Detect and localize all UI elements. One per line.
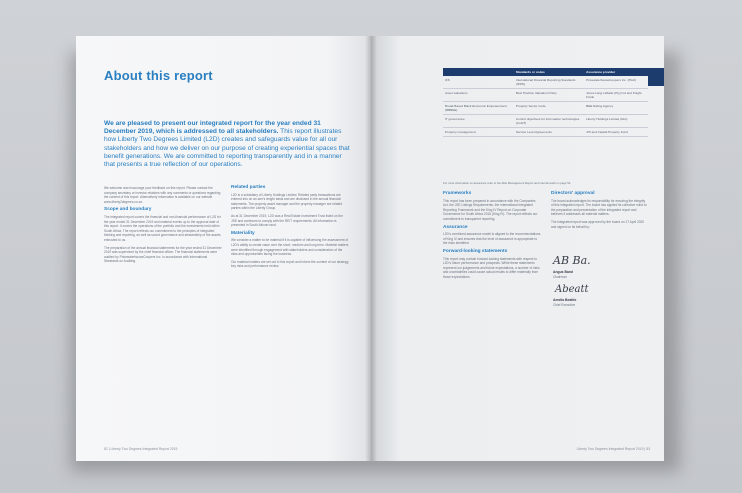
table-cell: Control objectives for information technologies (CobiT) (514, 115, 584, 128)
heading-related-parties: Related parties (231, 185, 266, 190)
table-cell: JHI and Capital Property Fund (584, 128, 648, 137)
table-header-row (443, 68, 648, 76)
table-header-cell (443, 68, 514, 76)
right-page-footer: Liberty Two Degrees Integrated Report 2019 | 83 (576, 447, 650, 451)
table-cell: IT governance (443, 115, 514, 128)
left-page (76, 36, 371, 461)
col1-paragraph-2: The integrated report covers the financial and non-financial performance of L2D for the year ended 31 December 2019 and material events up to the approval date of this report. It covers the operations of the portfolio and the investments held within South Africa. The report reflects our commitment to the principles of integrated thinking and reporting, as well as sound governance and stewardship of the assets entrusted to us. (104, 214, 221, 242)
col4-paragraph-1: The board acknowledges its responsibility for ensuring the integrity of this integrated report. The board has applied its collective mind to the preparation and presentation of the integrated report and believes it addresses all material matters. (551, 198, 647, 217)
col1-paragraph-1: We welcome and encourage your feedback on this report. Please contact the company secretary or investor relations with any comments or questions regarding the content of this report. Alternatively information is available on our website www.liberty2degrees.co.za. (104, 186, 221, 204)
left-page-footer: 82 | Liberty Two Degrees Integrated Report 2019 (104, 447, 178, 451)
table-header-cell: Standards or codes (514, 68, 584, 76)
intro-bold-text: We are pleased to present our integrated report for the year ended 31 December 2019, which is addressed to all stakeholders. (104, 120, 321, 136)
table-cell: Property management (443, 128, 514, 137)
table-cell: Best Practice Valuation Policy (514, 89, 584, 102)
signatory-1 (553, 270, 643, 279)
col2-paragraph-2: As at 31 December 2019, L2D was a Real Estate Investment Trust listed on the JSE and continues to comply with the REIT requirements. All information is presented in South African rand. (231, 213, 343, 228)
signatory-2-name: Amelia Beattie (553, 298, 577, 302)
signature-1-handwritten: AB Ba. (553, 254, 591, 267)
book-gutter (365, 36, 377, 461)
left-column-2 (231, 186, 349, 272)
table-header-cell: Assurance provider (584, 68, 648, 76)
col2-paragraph-3: We consider a matter to be material if it is capable of influencing the assessment of L2D's ability to create value over the short, medium and long term. Material matters were identified through engagement with stakeholders and consideration of the risks and opportunities facing the business. (231, 238, 349, 257)
table-cell: IFS (443, 76, 514, 89)
table-cell: PricewaterhouseCoopers Inc. (PwC) (584, 76, 648, 89)
table-row (443, 76, 648, 89)
left-column-1 (104, 186, 222, 267)
table-cell: Jones Lang LaSalle (Pty) Ltd and Knight Frank (584, 89, 648, 102)
intro-text: This report illustrates how Liberty Two Degrees Limited (L2D) creates and safeguards value for all our stakeholders and how we deliver on our purpose of creating experiential spaces that benefit generations. We are committed to reporting transparently and in a manner that presents a true reflection of our operations. (104, 128, 350, 169)
right-column-2 (551, 188, 648, 232)
col3-paragraph-1: This report has been prepared in accordance with the Companies Act, the JSE Listings Requirements, the International Integrated Reporting Framework and the King IV Report on Corporate Governance for South Africa 2016 (King IV). The report reflects our commitment to transparent reporting. (443, 198, 538, 221)
signature-2-handwritten: Abeatt (555, 284, 589, 295)
table-cell: International Financial Reporting Standards (IFRS) (514, 76, 584, 89)
col2-paragraph-4: Our material matters are set out in this report and inform the content of our strategy, key risks and performance review. (231, 259, 349, 269)
heading-assurance: Assurance (443, 224, 468, 230)
signatory-2 (553, 298, 643, 307)
section-tab-marker (648, 68, 664, 86)
table-cell: Broad-Based Black Economic Empowerment (BBBEE) (443, 102, 514, 115)
signatory-1-title: Chairman (553, 274, 567, 279)
assurance-table (443, 68, 648, 137)
intro-paragraph (104, 120, 354, 169)
table-row (443, 128, 648, 137)
page-title: About this report (104, 68, 213, 83)
col2-paragraph-1: L2D is a subsidiary of Liberty Holdings Limited. Related party transactions are entered into on an arm's length basis and are disclosed in the annual financial statements. The property asset manager and the property manager are related parties within the Liberty Group. (231, 192, 343, 211)
right-column-1 (443, 188, 541, 283)
table-note: For more information on assurance refer to the Risk Management Report and internal audit on page 52. (443, 181, 572, 185)
heading-frameworks: Frameworks (443, 191, 472, 196)
table-cell: BEE Rating Agency (584, 102, 648, 115)
table-row (443, 102, 648, 115)
table-cell: Asset valuations (443, 89, 514, 102)
col3-paragraph-2: L2D's combined assurance model is aligned to the recommendations of King IV and ensures that the level of assurance is appropriate to the risks identified. (443, 232, 541, 246)
col1-paragraph-3: The preparation of the annual financial statements for the year ended 31 December 2019 was supervised by the chief financial officer. The financial statements were audited by PricewaterhouseCoopers Inc. in accordance with International Standards on Auditing. (104, 245, 222, 264)
heading-scope-boundary: Scope and boundary (104, 207, 152, 213)
signatory-1-name: Angus Band (553, 270, 573, 274)
col3-paragraph-3: This report may contain forward-looking statements with respect to L2D's future performance and prospects. While these statements represent our judgements and future expectations, a number of risks and uncertainties could cause actual results to differ materially from those expectations. (443, 256, 540, 279)
table-cell: Liberty Holdings Limited (GIA) (584, 115, 648, 128)
col4-paragraph-2: The integrated report was approved by the board on 17 April 2020 and signed on its behalf by: (551, 219, 645, 229)
heading-forward-looking: Forward-looking statements (443, 248, 508, 254)
signatory-2-title: Chief Executive (553, 302, 576, 307)
heading-materiality: Materiality (231, 230, 255, 236)
table-row (443, 115, 648, 128)
table-cell: Property Sector Code (514, 102, 584, 115)
table-cell: Service Level Agreements (514, 128, 584, 137)
heading-directors-approval: Directors' approval (551, 191, 595, 196)
right-page (371, 36, 664, 461)
table-row (443, 89, 648, 102)
